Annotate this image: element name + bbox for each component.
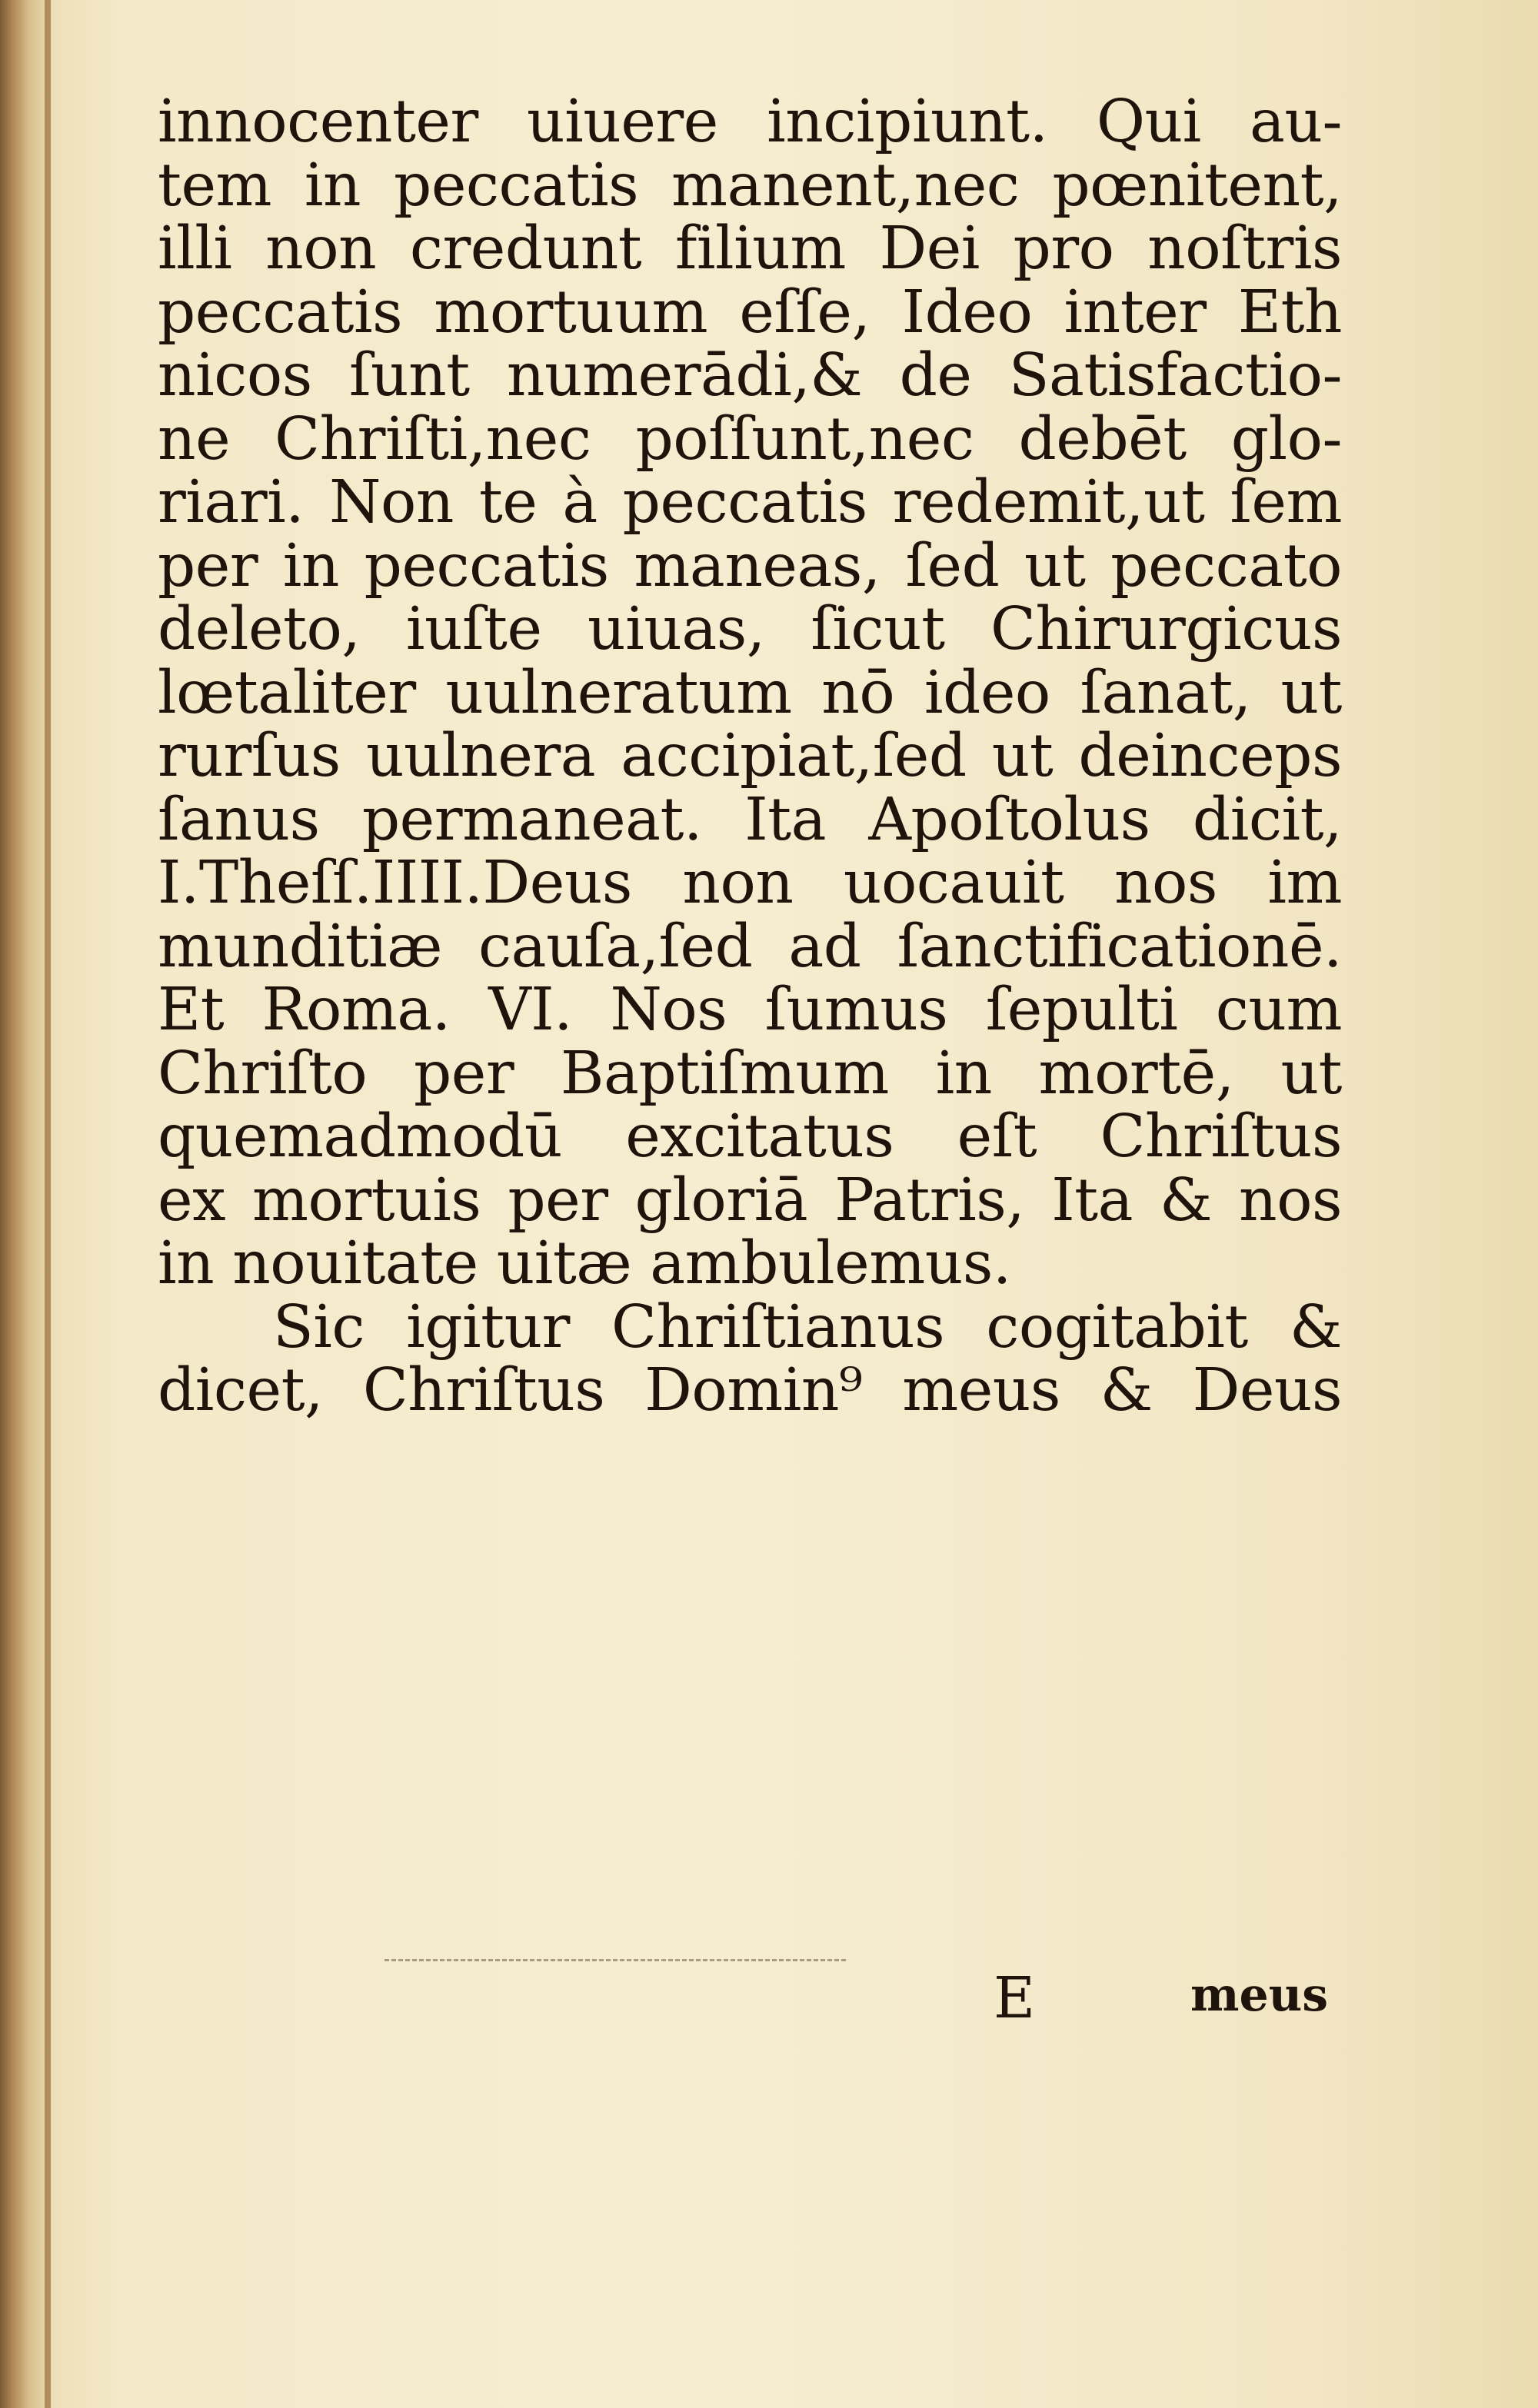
text-line: dicet, Chriſtus Domin⁹ meus & Deus [158,1356,1342,1425]
signature-mark: E [994,1965,1036,2031]
body-text [158,88,1342,1425]
page-binding-edge [45,0,51,2408]
text-line: tem in peccatis manent,nec pœnitent, [158,151,1342,220]
text-line: lœtaliter uulneratum nō ideo ſanat, ut [158,658,1342,727]
catchword: meus [1190,1968,1329,2022]
text-line: ſanus permaneat. Ita Apoſtolus dicit, [158,785,1342,854]
paragraph-start-line: Sic igitur Chriſtianus cogitabit & [273,1292,1342,1362]
text-line: ex mortuis per gloriā Patris, Ita & nos [158,1166,1342,1235]
text-line: quemadmodū excitatus eſt Chriſtus [158,1103,1342,1171]
text-line: peccatis mortuum eſſe, Ideo inter Eth [158,278,1342,347]
text-line: ne Chriſti,nec poſſunt,nec debēt glo- [158,404,1342,474]
text-line: rurſus uulnera accipiat,ſed ut deinceps [158,722,1342,790]
text-line: I.Theſſ.IIII.Deus non uocauit nos im [158,849,1342,917]
footer-rule [384,1959,846,1961]
text-line: Chriſto per Baptiſmum in mortē, ut [158,1039,1342,1108]
text-line: in nouitate uitæ ambulemus. [158,1229,1011,1298]
text-line: illi non credunt filium Dei pro noſtris [158,215,1342,283]
text-line: deleto, iuſte uiuas, ſicut Chirurgicus [158,595,1342,664]
text-line: per in peccatis maneas, ſed ut peccato [158,531,1342,600]
text-line: nicos ſunt numerādi,& de Satisfactio- [158,341,1342,410]
text-line: munditiæ cauſa,ſed ad ſanctificationē. [158,912,1342,981]
text-line: riari. Non te à peccatis redemit,ut ſem [158,468,1342,537]
text-line: innocenter uiuere incipiunt. Qui au- [158,88,1342,156]
text-line: Et Roma. VI. Nos ſumus ſepulti cum [158,976,1342,1044]
